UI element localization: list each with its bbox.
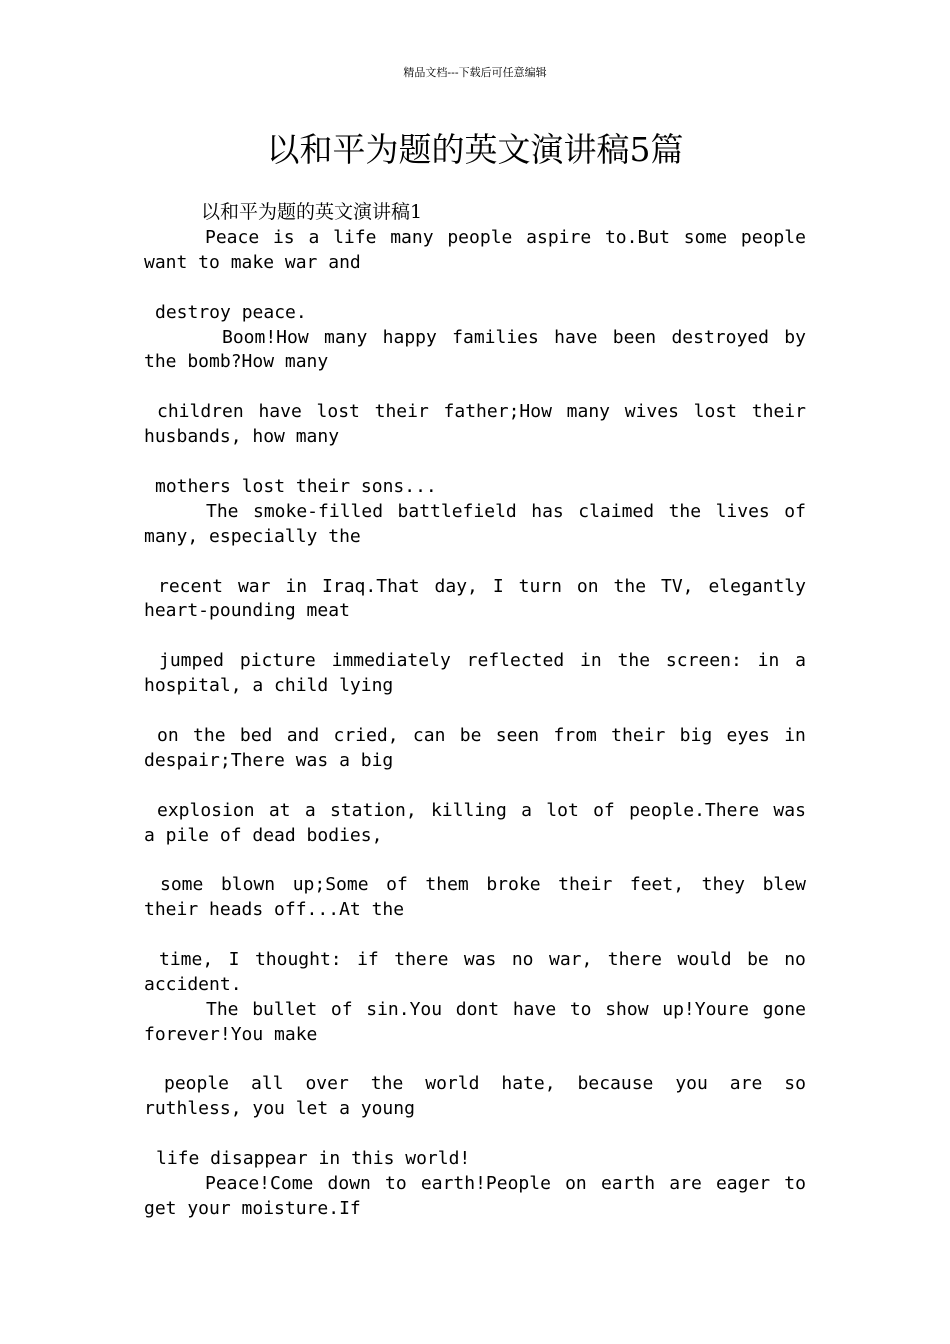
word: the xyxy=(193,725,226,746)
word: dont xyxy=(455,999,500,1020)
text-line: accident. xyxy=(144,974,242,995)
word: killing xyxy=(430,800,507,821)
word: have xyxy=(258,401,302,422)
word: to.But xyxy=(604,227,670,248)
word: are xyxy=(669,1173,702,1194)
word: are xyxy=(729,1073,763,1094)
word: blew xyxy=(762,874,806,895)
word: in xyxy=(784,725,806,746)
text-line: want to make war and xyxy=(144,252,361,273)
word: feet, xyxy=(629,874,685,895)
text-line xyxy=(205,225,806,250)
word: many xyxy=(324,327,368,348)
text-line: ruthless, you let a young xyxy=(144,1098,415,1119)
word: battlefield xyxy=(397,501,517,522)
word: broke xyxy=(486,874,541,895)
word: Iraq.That xyxy=(322,576,420,597)
word: and xyxy=(286,725,320,746)
word: at xyxy=(268,800,291,821)
word: them xyxy=(425,874,469,895)
word: recent xyxy=(158,576,224,597)
word: to xyxy=(385,1173,407,1194)
text-line: their heads off...At the xyxy=(144,899,405,920)
word: many xyxy=(390,227,434,248)
word: people xyxy=(164,1073,230,1094)
word: down xyxy=(327,1173,371,1194)
text-line xyxy=(158,574,806,599)
word: on xyxy=(565,1173,587,1194)
word: would xyxy=(677,949,732,970)
word: earth xyxy=(600,1173,656,1194)
word: to xyxy=(784,1173,806,1194)
word: life xyxy=(333,227,377,248)
word: The xyxy=(206,999,239,1020)
word: smoke-filled xyxy=(253,501,384,522)
word: have xyxy=(554,327,598,348)
word: so xyxy=(784,1073,806,1094)
word: a xyxy=(304,800,316,821)
word: lost xyxy=(693,401,738,422)
word: no xyxy=(511,949,534,970)
word: turn xyxy=(518,576,562,597)
text-line: the bomb?How many xyxy=(144,351,329,372)
word: of xyxy=(784,501,806,522)
word: be xyxy=(459,725,482,746)
word: children xyxy=(157,401,244,422)
text-line xyxy=(164,1071,806,1096)
word: families xyxy=(452,327,539,348)
text-line xyxy=(159,648,806,673)
word: destroyed xyxy=(671,327,769,348)
text-line xyxy=(157,798,806,823)
word: been xyxy=(612,327,657,348)
word: a xyxy=(521,800,532,821)
word: the xyxy=(617,650,651,671)
word: day, xyxy=(434,576,478,597)
word: eager xyxy=(715,1173,771,1194)
word: up!Youre xyxy=(662,999,749,1020)
word: has xyxy=(531,501,564,522)
word: the xyxy=(668,501,702,522)
text-line xyxy=(206,997,806,1022)
word: father;How xyxy=(443,401,552,422)
word: some xyxy=(683,227,728,248)
text-line xyxy=(205,1171,806,1196)
word: time, xyxy=(159,949,214,970)
word: can xyxy=(412,725,446,746)
word: over xyxy=(305,1073,349,1094)
word: all xyxy=(250,1073,284,1094)
word: screen: xyxy=(665,650,742,671)
text-line xyxy=(160,872,806,897)
word: lives xyxy=(715,501,770,522)
text-line: heart-pounding meat xyxy=(144,600,350,621)
word: a xyxy=(308,227,320,248)
word: big xyxy=(679,725,713,746)
word: their xyxy=(558,874,613,895)
text-line: forever!You make xyxy=(144,1024,318,1045)
word: people xyxy=(447,227,513,248)
text-line: life disappear in this world! xyxy=(156,1148,471,1169)
word: of xyxy=(386,874,408,895)
word: elegantly xyxy=(708,576,806,597)
word: world xyxy=(425,1073,480,1094)
text-line: many, especially the xyxy=(144,526,361,547)
word: of xyxy=(593,800,615,821)
word: by xyxy=(784,327,806,348)
word: reflected xyxy=(466,650,565,671)
word: aspire xyxy=(526,227,592,248)
word: jumped xyxy=(159,650,225,671)
word: people.There xyxy=(629,800,760,821)
word: earth!People xyxy=(420,1173,551,1194)
word: to xyxy=(569,999,592,1020)
word: war, xyxy=(548,949,593,970)
word: on xyxy=(576,576,599,597)
word: hate, xyxy=(501,1073,556,1094)
word: their xyxy=(374,401,429,422)
word: was xyxy=(773,800,806,821)
word: people xyxy=(740,227,806,248)
word: immediately xyxy=(331,650,451,671)
word: blown xyxy=(220,874,276,895)
word: there xyxy=(394,949,449,970)
word: from xyxy=(553,725,597,746)
word: be xyxy=(747,949,769,970)
word: Peace!Come xyxy=(205,1173,314,1194)
word: The xyxy=(206,501,239,522)
word: thought: xyxy=(254,949,342,970)
word: they xyxy=(701,874,745,895)
text-line: mothers lost their sons... xyxy=(155,476,437,497)
word: explosion xyxy=(157,800,255,821)
word: lost xyxy=(316,401,360,422)
word: wives xyxy=(624,401,679,422)
word: gone xyxy=(762,999,806,1020)
word: show xyxy=(605,999,649,1020)
word: up;Some xyxy=(292,874,369,895)
word: in xyxy=(285,576,308,597)
text-line xyxy=(222,325,806,350)
word: of xyxy=(330,999,353,1020)
text-line: a pile of dead bodies, xyxy=(144,825,383,846)
text-line: get your moisture.If xyxy=(144,1198,361,1219)
word: Peace xyxy=(205,227,260,248)
word: you xyxy=(675,1073,708,1094)
word: I xyxy=(492,576,504,597)
word: their xyxy=(751,401,806,422)
word: no xyxy=(784,949,806,970)
header-note: 精品文档---下载后可任意编辑 xyxy=(403,66,547,79)
text-line xyxy=(157,399,806,424)
word: seen xyxy=(495,725,540,746)
word: cried, xyxy=(333,725,399,746)
document-title: 以和平为题的英文演讲稿5篇 xyxy=(266,130,684,169)
word: because xyxy=(577,1073,654,1094)
word: if xyxy=(357,949,379,970)
word: the xyxy=(613,576,647,597)
word: Boom!How xyxy=(222,327,309,348)
word: claimed xyxy=(578,501,655,522)
text-line: hospital, a child lying xyxy=(144,675,394,696)
word: there xyxy=(607,949,662,970)
word: bed xyxy=(239,725,273,746)
word: sin.You xyxy=(366,999,443,1020)
word: on xyxy=(157,725,179,746)
word: picture xyxy=(239,650,316,671)
text-line: husbands, how many xyxy=(144,426,340,447)
word: some xyxy=(160,874,204,895)
word: was xyxy=(463,949,497,970)
word: happy xyxy=(382,327,437,348)
section-heading: 以和平为题的英文演讲稿1 xyxy=(201,201,423,223)
word: is xyxy=(272,227,295,248)
text-line: despair;There was a big xyxy=(144,750,394,771)
word: have xyxy=(512,999,557,1020)
word: many xyxy=(566,401,611,422)
word: TV, xyxy=(660,576,694,597)
word: war xyxy=(237,576,271,597)
word: bullet xyxy=(252,999,318,1020)
word: the xyxy=(370,1073,404,1094)
text-line xyxy=(206,499,806,524)
text-line xyxy=(157,723,806,748)
word: I xyxy=(228,949,240,970)
word: their xyxy=(611,725,666,746)
word: in xyxy=(580,650,602,671)
word: lot xyxy=(546,800,579,821)
text-line xyxy=(159,947,806,972)
text-line: destroy peace. xyxy=(155,302,307,323)
word: a xyxy=(795,650,806,671)
word: eyes xyxy=(726,725,770,746)
word: in xyxy=(757,650,780,671)
word: station, xyxy=(329,800,417,821)
